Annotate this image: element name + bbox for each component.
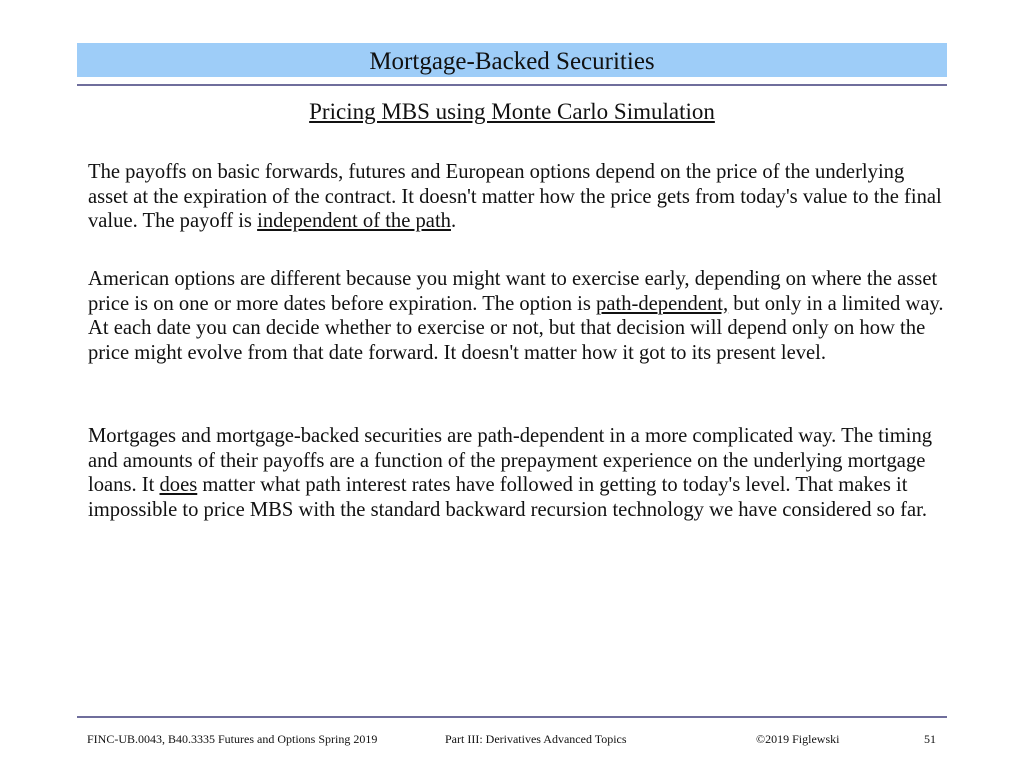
footer-course: FINC-UB.0043, B40.3335 Futures and Options Spring 2019 — [87, 732, 378, 746]
footer-part: Part III: Derivatives Advanced Topics — [445, 732, 627, 746]
footer-page-number: 51 — [924, 732, 936, 746]
paragraph-mortgages — [88, 424, 948, 522]
paragraph-1-text-b: . — [450, 210, 457, 233]
paragraph-2-underlined: path-dependent, — [596, 292, 729, 315]
paragraph-1-text-a: The payoffs on basic forwards, futures and European options depend on the price of the underlying asset at the expiration of the contract. It doesn't matter how the price gets from today's value to the final value. The payoff is — [88, 161, 942, 233]
paragraph-2-text-b: but only in a limited way. At each date you can decide whether to exercise or not, but that decision will depend only on how the price might evolve from that date forward. It doesn't matter how it got to its present level. — [88, 292, 944, 364]
header-divider — [77, 84, 947, 86]
paragraph-american-options — [88, 267, 948, 365]
footer-copyright: ©2019 Figlewski — [756, 732, 840, 746]
slide-title: Mortgage-Backed Securities — [369, 48, 655, 75]
paragraph-path-independent — [88, 160, 948, 234]
paragraph-3-text-b: matter what path interest rates have followed in getting to today's level. That makes it impossible to price MBS with the standard backward recursion technology we have considered so far. — [88, 474, 927, 521]
footer-divider — [77, 716, 947, 718]
slide-subtitle: Pricing MBS using Monte Carlo Simulation — [309, 99, 715, 124]
slide-title-bar — [77, 43, 947, 77]
paragraph-3-underlined: does — [159, 474, 198, 497]
paragraph-1-underlined: independent of the path — [257, 210, 451, 233]
paragraph-2-text-a: American options are different because you might want to exercise early, depending on where the asset price is on one or more dates before expiration. The option is — [88, 268, 938, 315]
paragraph-3-text-a: Mortgages and mortgage-backed securities are path-dependent in a more complicated way. The timing and amounts of their payoffs are a function of the prepayment experience on the underlying mortgage loans. It — [88, 425, 933, 497]
